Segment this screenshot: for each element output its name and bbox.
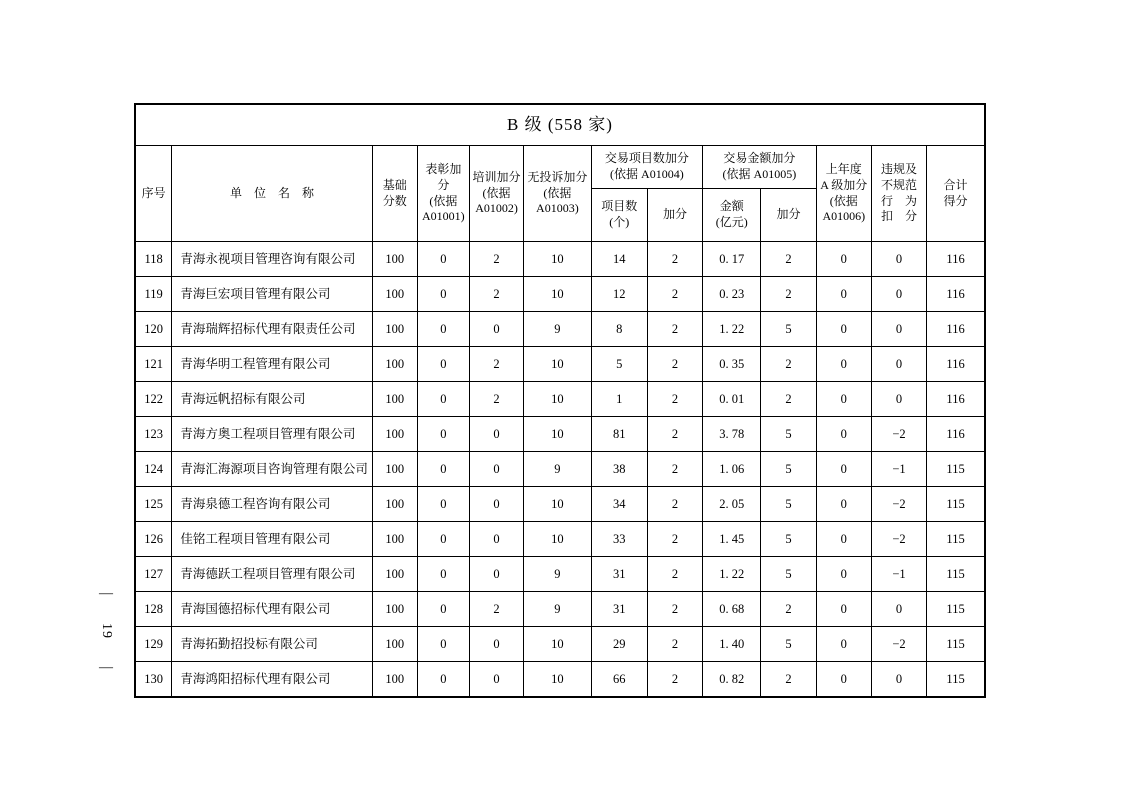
cell-commend: 0 bbox=[417, 277, 469, 312]
page-number bbox=[94, 586, 118, 676]
cell-proj: 29 bbox=[591, 627, 647, 662]
cell-last_year: 0 bbox=[816, 242, 871, 277]
cell-amount_bonus: 5 bbox=[761, 627, 816, 662]
cell-proj: 34 bbox=[591, 487, 647, 522]
cell-base: 100 bbox=[372, 627, 417, 662]
cell-last_year: 0 bbox=[816, 382, 871, 417]
cell-proj_bonus: 2 bbox=[647, 592, 702, 627]
cell-proj: 12 bbox=[591, 277, 647, 312]
table-row bbox=[135, 242, 985, 277]
cell-amount_bonus: 5 bbox=[761, 522, 816, 557]
cell-amount: 3. 78 bbox=[703, 417, 761, 452]
cell-last_year: 0 bbox=[816, 347, 871, 382]
header-last-year-a-bonus: 上年度 A 级加分 (依据 A01006) bbox=[816, 146, 871, 242]
cell-base: 100 bbox=[372, 662, 417, 698]
table-row bbox=[135, 277, 985, 312]
cell-base: 100 bbox=[372, 557, 417, 592]
cell-proj_bonus: 2 bbox=[647, 452, 702, 487]
cell-amount_bonus: 5 bbox=[761, 557, 816, 592]
cell-base: 100 bbox=[372, 347, 417, 382]
cell-last_year: 0 bbox=[816, 592, 871, 627]
cell-training: 0 bbox=[469, 522, 523, 557]
cell-name: 青海拓勤招投标有限公司 bbox=[172, 627, 372, 662]
cell-amount: 0. 17 bbox=[703, 242, 761, 277]
cell-total: 116 bbox=[927, 312, 985, 347]
cell-proj: 66 bbox=[591, 662, 647, 698]
cell-no: 125 bbox=[135, 487, 172, 522]
cell-deduction: 0 bbox=[871, 592, 926, 627]
cell-deduction: 0 bbox=[871, 347, 926, 382]
cell-base: 100 bbox=[372, 452, 417, 487]
cell-no: 130 bbox=[135, 662, 172, 698]
table-row bbox=[135, 627, 985, 662]
cell-name: 青海德跃工程项目管理有限公司 bbox=[172, 557, 372, 592]
cell-deduction: 0 bbox=[871, 312, 926, 347]
cell-proj: 31 bbox=[591, 592, 647, 627]
cell-last_year: 0 bbox=[816, 522, 871, 557]
cell-proj_bonus: 2 bbox=[647, 347, 702, 382]
cell-total: 116 bbox=[927, 417, 985, 452]
cell-amount_bonus: 2 bbox=[761, 242, 816, 277]
cell-training: 2 bbox=[469, 347, 523, 382]
cell-amount_bonus: 2 bbox=[761, 662, 816, 698]
table-row bbox=[135, 487, 985, 522]
header-serial: 序号 bbox=[135, 146, 172, 242]
cell-last_year: 0 bbox=[816, 557, 871, 592]
header-project-bonus: 加分 bbox=[647, 189, 702, 242]
cell-last_year: 0 bbox=[816, 452, 871, 487]
cell-total: 115 bbox=[927, 452, 985, 487]
cell-name: 青海方奥工程项目管理有限公司 bbox=[172, 417, 372, 452]
cell-deduction: 0 bbox=[871, 277, 926, 312]
cell-proj_bonus: 2 bbox=[647, 487, 702, 522]
cell-proj_bonus: 2 bbox=[647, 522, 702, 557]
cell-training: 0 bbox=[469, 662, 523, 698]
cell-name: 青海华明工程管理有限公司 bbox=[172, 347, 372, 382]
cell-name: 青海远帆招标有限公司 bbox=[172, 382, 372, 417]
cell-training: 2 bbox=[469, 382, 523, 417]
cell-total: 115 bbox=[927, 522, 985, 557]
cell-no_complaint: 10 bbox=[524, 242, 592, 277]
cell-no: 119 bbox=[135, 277, 172, 312]
cell-amount: 2. 05 bbox=[703, 487, 761, 522]
cell-base: 100 bbox=[372, 417, 417, 452]
cell-total: 116 bbox=[927, 277, 985, 312]
cell-commend: 0 bbox=[417, 382, 469, 417]
cell-name: 青海泉德工程咨询有限公司 bbox=[172, 487, 372, 522]
cell-base: 100 bbox=[372, 487, 417, 522]
cell-amount_bonus: 5 bbox=[761, 452, 816, 487]
cell-total: 115 bbox=[927, 662, 985, 698]
cell-proj: 33 bbox=[591, 522, 647, 557]
cell-name: 青海汇海源项目咨询管理有限公司 bbox=[172, 452, 372, 487]
cell-amount: 0. 68 bbox=[703, 592, 761, 627]
cell-base: 100 bbox=[372, 242, 417, 277]
cell-proj: 31 bbox=[591, 557, 647, 592]
cell-amount_bonus: 2 bbox=[761, 347, 816, 382]
cell-no: 123 bbox=[135, 417, 172, 452]
cell-name: 青海永视项目管理咨询有限公司 bbox=[172, 242, 372, 277]
cell-proj_bonus: 2 bbox=[647, 627, 702, 662]
cell-commend: 0 bbox=[417, 452, 469, 487]
cell-no: 126 bbox=[135, 522, 172, 557]
cell-commend: 0 bbox=[417, 592, 469, 627]
table-body bbox=[135, 242, 985, 698]
cell-last_year: 0 bbox=[816, 417, 871, 452]
cell-proj_bonus: 2 bbox=[647, 242, 702, 277]
cell-no: 120 bbox=[135, 312, 172, 347]
header-amount: 金额 (亿元) bbox=[703, 189, 761, 242]
cell-commend: 0 bbox=[417, 662, 469, 698]
cell-total: 116 bbox=[927, 347, 985, 382]
cell-training: 0 bbox=[469, 557, 523, 592]
cell-commend: 0 bbox=[417, 627, 469, 662]
cell-amount_bonus: 5 bbox=[761, 487, 816, 522]
cell-no_complaint: 10 bbox=[524, 347, 592, 382]
header-amount-bonus: 加分 bbox=[761, 189, 816, 242]
table-title-row bbox=[135, 104, 985, 146]
header-project-count-group: 交易项目数加分 (依据 A01004) bbox=[591, 146, 702, 189]
table-title: B 级 (558 家) bbox=[135, 104, 985, 146]
cell-training: 0 bbox=[469, 627, 523, 662]
cell-last_year: 0 bbox=[816, 627, 871, 662]
cell-total: 115 bbox=[927, 627, 985, 662]
cell-total: 115 bbox=[927, 557, 985, 592]
cell-total: 115 bbox=[927, 487, 985, 522]
header-total-score: 合计 得分 bbox=[927, 146, 985, 242]
header-commendation-bonus: 表彰加分 (依据 A01001) bbox=[417, 146, 469, 242]
cell-amount: 0. 82 bbox=[703, 662, 761, 698]
cell-no_complaint: 10 bbox=[524, 662, 592, 698]
cell-no: 124 bbox=[135, 452, 172, 487]
header-base-score: 基础 分数 bbox=[372, 146, 417, 242]
cell-total: 116 bbox=[927, 242, 985, 277]
cell-no_complaint: 9 bbox=[524, 312, 592, 347]
cell-commend: 0 bbox=[417, 522, 469, 557]
cell-commend: 0 bbox=[417, 487, 469, 522]
cell-training: 2 bbox=[469, 277, 523, 312]
cell-deduction: 0 bbox=[871, 382, 926, 417]
cell-name: 青海瑞辉招标代理有限责任公司 bbox=[172, 312, 372, 347]
rating-table bbox=[134, 103, 986, 698]
cell-proj: 14 bbox=[591, 242, 647, 277]
table-row bbox=[135, 382, 985, 417]
cell-training: 2 bbox=[469, 242, 523, 277]
cell-amount_bonus: 2 bbox=[761, 592, 816, 627]
cell-training: 0 bbox=[469, 312, 523, 347]
cell-total: 115 bbox=[927, 592, 985, 627]
table-row bbox=[135, 417, 985, 452]
cell-proj: 1 bbox=[591, 382, 647, 417]
cell-proj: 38 bbox=[591, 452, 647, 487]
table-row bbox=[135, 312, 985, 347]
cell-no_complaint: 10 bbox=[524, 522, 592, 557]
cell-deduction: 0 bbox=[871, 242, 926, 277]
cell-amount: 0. 23 bbox=[703, 277, 761, 312]
cell-amount_bonus: 2 bbox=[761, 382, 816, 417]
cell-base: 100 bbox=[372, 382, 417, 417]
cell-name: 青海巨宏项目管理有限公司 bbox=[172, 277, 372, 312]
cell-amount_bonus: 5 bbox=[761, 312, 816, 347]
cell-amount_bonus: 5 bbox=[761, 417, 816, 452]
cell-base: 100 bbox=[372, 592, 417, 627]
cell-proj: 8 bbox=[591, 312, 647, 347]
cell-training: 0 bbox=[469, 487, 523, 522]
cell-proj: 81 bbox=[591, 417, 647, 452]
cell-base: 100 bbox=[372, 277, 417, 312]
cell-commend: 0 bbox=[417, 347, 469, 382]
cell-total: 116 bbox=[927, 382, 985, 417]
cell-amount: 1. 22 bbox=[703, 557, 761, 592]
table-row bbox=[135, 557, 985, 592]
cell-deduction: 0 bbox=[871, 662, 926, 698]
table-row bbox=[135, 452, 985, 487]
cell-no: 121 bbox=[135, 347, 172, 382]
cell-no: 128 bbox=[135, 592, 172, 627]
page-number-dash-bottom: — bbox=[99, 660, 113, 675]
cell-amount: 0. 01 bbox=[703, 382, 761, 417]
cell-no_complaint: 10 bbox=[524, 277, 592, 312]
cell-no_complaint: 10 bbox=[524, 627, 592, 662]
cell-no: 127 bbox=[135, 557, 172, 592]
cell-proj_bonus: 2 bbox=[647, 662, 702, 698]
cell-last_year: 0 bbox=[816, 277, 871, 312]
header-violation-deduction: 违规及 不规范 行 为 扣 分 bbox=[871, 146, 926, 242]
cell-last_year: 0 bbox=[816, 312, 871, 347]
cell-deduction: −2 bbox=[871, 417, 926, 452]
cell-proj: 5 bbox=[591, 347, 647, 382]
cell-no_complaint: 10 bbox=[524, 487, 592, 522]
page-number-dash-top: — bbox=[99, 586, 113, 601]
cell-no_complaint: 9 bbox=[524, 557, 592, 592]
cell-proj_bonus: 2 bbox=[647, 312, 702, 347]
cell-deduction: −2 bbox=[871, 522, 926, 557]
cell-training: 0 bbox=[469, 452, 523, 487]
cell-amount: 1. 45 bbox=[703, 522, 761, 557]
cell-name: 青海国德招标代理有限公司 bbox=[172, 592, 372, 627]
cell-no_complaint: 10 bbox=[524, 417, 592, 452]
cell-deduction: −1 bbox=[871, 557, 926, 592]
cell-proj_bonus: 2 bbox=[647, 277, 702, 312]
table-row bbox=[135, 522, 985, 557]
cell-no_complaint: 9 bbox=[524, 452, 592, 487]
cell-deduction: −1 bbox=[871, 452, 926, 487]
header-row-top bbox=[135, 146, 985, 189]
table-row bbox=[135, 592, 985, 627]
cell-base: 100 bbox=[372, 522, 417, 557]
cell-commend: 0 bbox=[417, 417, 469, 452]
cell-name: 青海鸿阳招标代理有限公司 bbox=[172, 662, 372, 698]
cell-training: 0 bbox=[469, 417, 523, 452]
header-project-count: 项目数 (个) bbox=[591, 189, 647, 242]
header-company-name: 单 位 名 称 bbox=[172, 146, 372, 242]
cell-no_complaint: 10 bbox=[524, 382, 592, 417]
cell-amount: 1. 40 bbox=[703, 627, 761, 662]
cell-no: 118 bbox=[135, 242, 172, 277]
header-training-bonus: 培训加分 (依据 A01002) bbox=[469, 146, 523, 242]
table-row bbox=[135, 662, 985, 698]
cell-amount_bonus: 2 bbox=[761, 277, 816, 312]
cell-last_year: 0 bbox=[816, 662, 871, 698]
cell-commend: 0 bbox=[417, 242, 469, 277]
table-header bbox=[135, 104, 985, 242]
cell-no: 122 bbox=[135, 382, 172, 417]
cell-proj_bonus: 2 bbox=[647, 382, 702, 417]
table-row bbox=[135, 347, 985, 382]
cell-commend: 0 bbox=[417, 312, 469, 347]
cell-name: 佳铭工程项目管理有限公司 bbox=[172, 522, 372, 557]
header-no-complaint-bonus: 无投诉加分 (依据 A01003) bbox=[524, 146, 592, 242]
header-transaction-amount-group: 交易金额加分 (依据 A01005) bbox=[703, 146, 817, 189]
cell-no: 129 bbox=[135, 627, 172, 662]
cell-deduction: −2 bbox=[871, 487, 926, 522]
page-number-value: 19 bbox=[99, 623, 114, 639]
cell-commend: 0 bbox=[417, 557, 469, 592]
cell-amount: 1. 22 bbox=[703, 312, 761, 347]
cell-proj_bonus: 2 bbox=[647, 417, 702, 452]
cell-proj_bonus: 2 bbox=[647, 557, 702, 592]
cell-last_year: 0 bbox=[816, 487, 871, 522]
cell-deduction: −2 bbox=[871, 627, 926, 662]
cell-base: 100 bbox=[372, 312, 417, 347]
cell-training: 2 bbox=[469, 592, 523, 627]
cell-amount: 0. 35 bbox=[703, 347, 761, 382]
cell-amount: 1. 06 bbox=[703, 452, 761, 487]
cell-no_complaint: 9 bbox=[524, 592, 592, 627]
